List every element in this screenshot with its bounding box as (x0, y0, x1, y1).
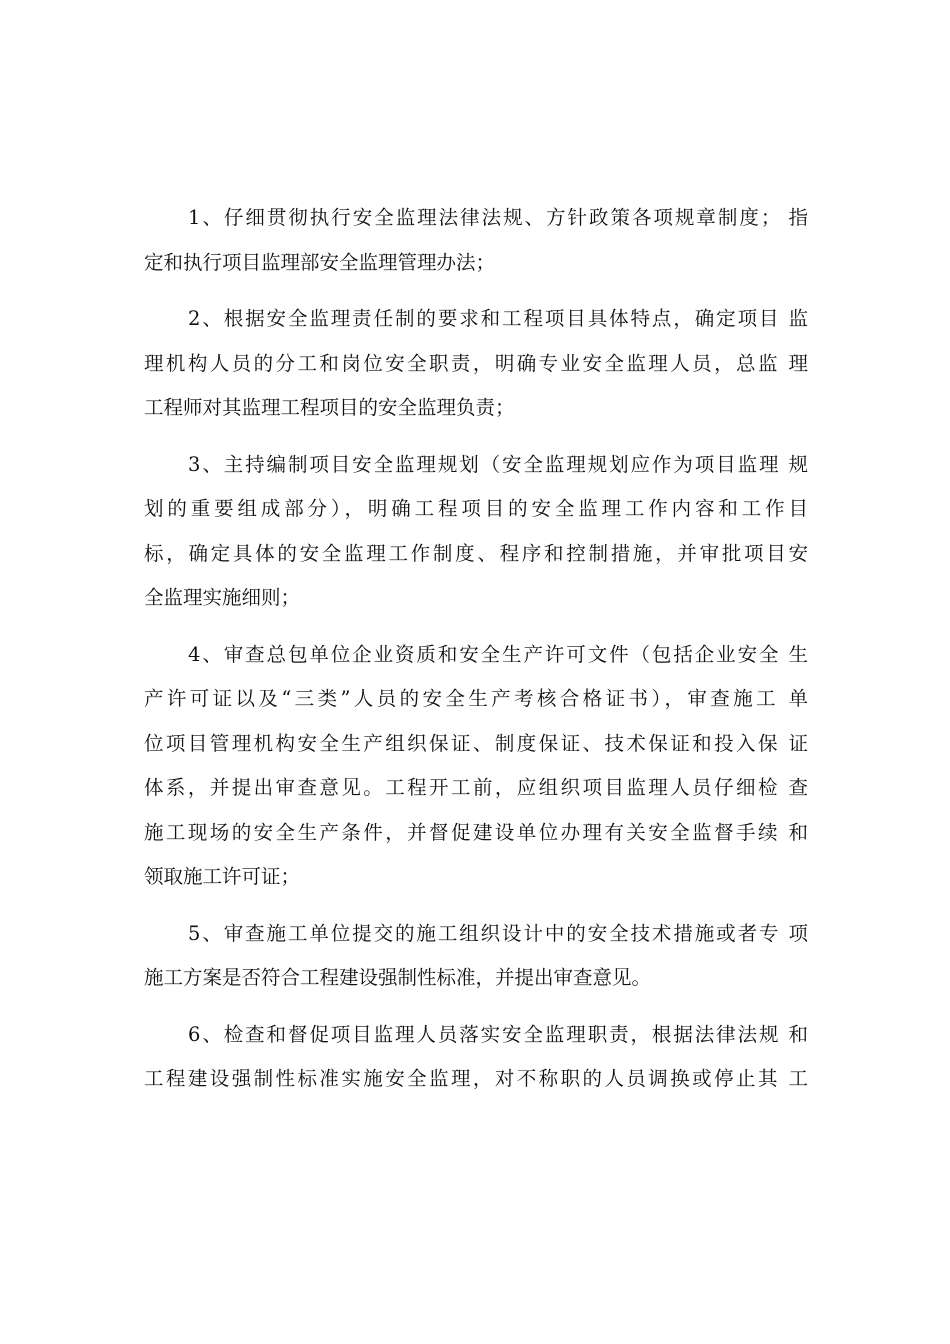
text-line: 划的重要组成部分），明确工程项目的安全监理工作内容和工作目 (144, 497, 808, 520)
text-line: 理机构人员的分工和岗位安全职责，明确专业安全监理人员，总监 理 (144, 351, 808, 375)
paragraph-5 (144, 912, 808, 1001)
text-line: 领取施工许可证； (144, 865, 301, 888)
text-line: 2、根据安全监理责任制的要求和工程项目具体特点，确定项目 监 (188, 307, 808, 330)
text-line: 工程师对其监理工程项目的安全监理负责； (144, 396, 515, 419)
paragraph-1 (144, 196, 808, 285)
document-body (144, 196, 808, 1114)
text-line: 3、主持编制项目安全监理规划（安全监理规划应作为项目监理 规 (188, 452, 808, 476)
text-line: 工程建设强制性标准实施安全监理，对不称职的人员调换或停止其 工 (144, 1067, 808, 1090)
text-line: 4、审查总包单位企业资质和安全生产许可文件（包括企业安全 生 (188, 642, 808, 666)
paragraph-2 (144, 297, 808, 431)
text-line: 位项目管理机构安全生产组织保证、制度保证、技术保证和投入保 证 (144, 731, 808, 755)
text-line: 施工方案是否符合工程建设强制性标准，并提出审查意见。 (144, 966, 652, 989)
text-line: 产许可证以及“三类”人员的安全生产考核合格证书），审查施工 单 (144, 687, 808, 710)
paragraph-4 (144, 633, 808, 900)
text-line: 施工现场的安全生产条件，并督促建设单位办理有关安全监督手续 和 (144, 820, 808, 844)
text-line: 5、审查施工单位提交的施工组织设计中的安全技术措施或者专 项 (188, 921, 808, 945)
text-line: 6、检查和督促项目监理人员落实安全监理职责，根据法律法规 和 (188, 1022, 808, 1046)
text-line: 全监理实施细则； (144, 586, 301, 609)
text-line: 体系，并提出审查意见。工程开工前，应组织项目监理人员仔细检 查 (144, 776, 808, 799)
text-line: 标，确定具体的安全监理工作制度、程序和控制措施，并审批项目安 (144, 541, 808, 565)
text-line: 1、仔细贯彻执行安全监理法律法规、方针政策各项规章制度； 指 (188, 206, 808, 229)
text-line: 定和执行项目监理部安全监理管理办法； (144, 250, 496, 274)
paragraph-3 (144, 443, 808, 621)
paragraph-6 (144, 1013, 808, 1102)
